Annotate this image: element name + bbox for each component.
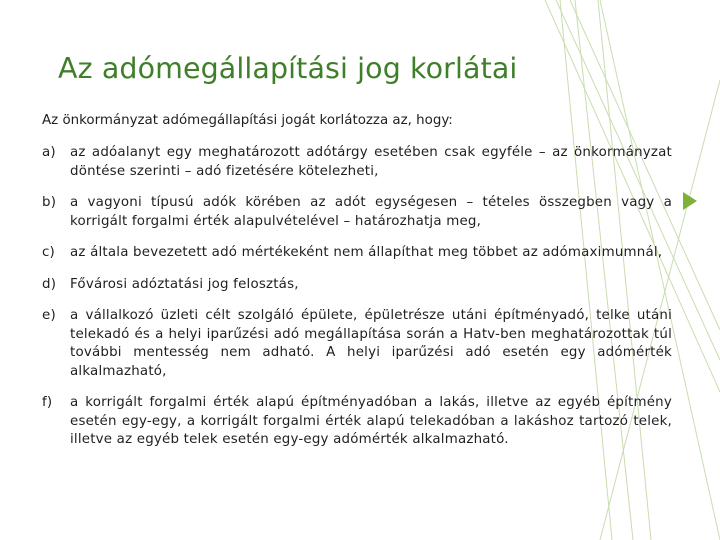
list-marker: f) (42, 395, 53, 410)
list-item-d (42, 276, 672, 295)
list-item-e (42, 307, 672, 381)
slide-body (42, 112, 672, 463)
list-item-text: a vagyoni típusú adók körében az adót egységesen – tételes összegben vagy a korrigált forgalmi érték alapulvételével – határozhatja meg, (70, 195, 672, 229)
list-item-text: az adóalanyt egy meghatározott adótárgy esetében csak egyféle – az önkormányzat döntése szerinti – adó fizetésére kötelezheti, (70, 145, 672, 179)
list-marker: d) (42, 276, 57, 292)
slide-title: Az adómegállapítási jog korlátai (58, 52, 518, 85)
list-item-f (42, 394, 672, 450)
list-marker: c) (42, 245, 55, 260)
intro-text: Az önkormányzat adómegállapítási jogát korlátozza az, hogy: (42, 113, 453, 128)
accent-triangle-icon (683, 192, 697, 210)
condition-list (42, 144, 672, 450)
list-item-b (42, 194, 672, 231)
list-marker: a) (42, 145, 56, 160)
list-item-text: Fővárosi adóztatási jog felosztás, (70, 276, 299, 292)
list-item-a (42, 144, 672, 181)
list-item-text: az általa bevezetett adó mértékeként nem állapíthat meg többet az adómaximumnál, (70, 245, 663, 260)
list-marker: b) (42, 195, 57, 210)
list-item-text: a korrigált forgalmi érték alapú építményadóban a lakás, illetve az egyéb építmény esetén egy-egy, a korrigált forgalmi érték alapú telekadóban a lakáshoz tartozó telek, illetve az egyéb telek esetén egy-egy adómérték alkalmazható. (70, 395, 672, 447)
list-item-text: a vállalkozó üzleti célt szolgáló épülete, épületrésze utáni építményadó, telke utáni telekadó és a helyi iparűzési adó megállapítása során a Hatv-ben meghatározottak túl további mentesség nem adható. A helyi iparűzési adó esetén egy adómérték alkalmazható, (70, 308, 672, 379)
list-marker: e) (42, 308, 56, 323)
list-item-c (42, 244, 672, 263)
